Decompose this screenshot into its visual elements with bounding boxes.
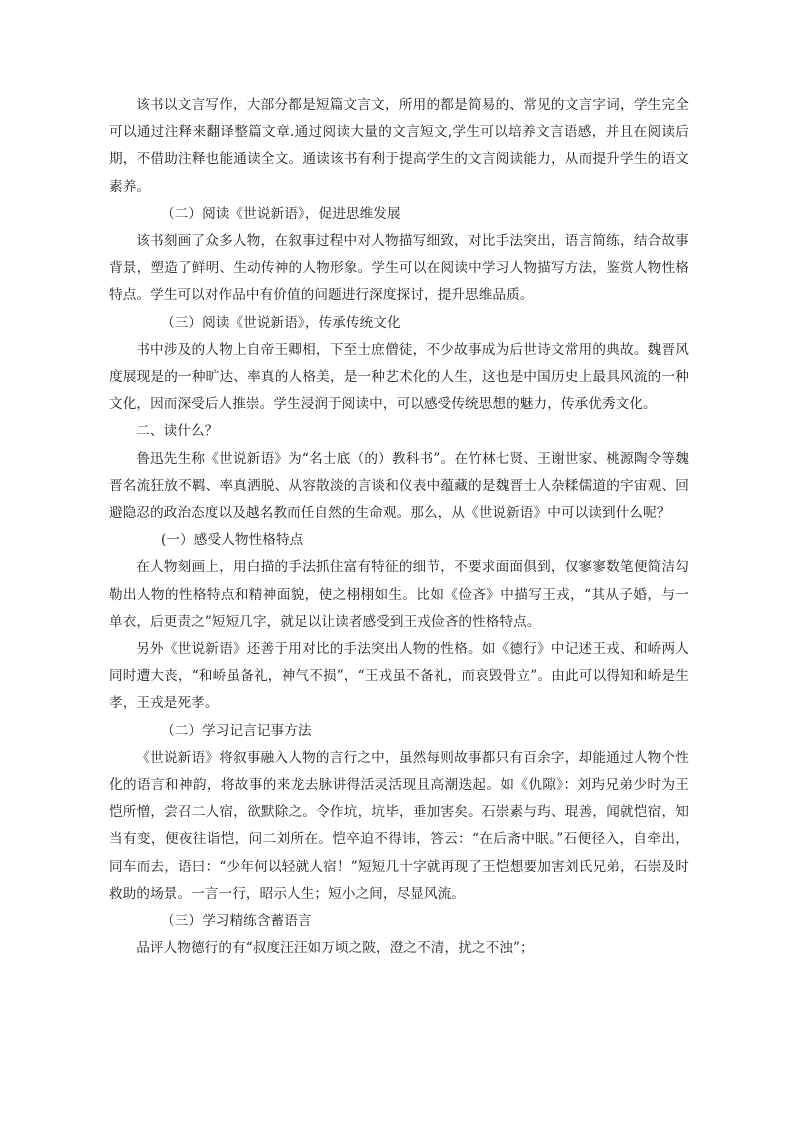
section-heading: （二）学习记言记事方法 [161, 722, 312, 739]
section-heading: (一）感受人物性格特点 [161, 532, 304, 549]
paragraph: 书中涉及的人物上自帝王卿相，下至士庶僧徒，不少故事成为后世诗文常用的典故。魏晋风度展现是的一种旷达、率真的人格美，是一种艺术化的人生，这也是中国历史上最具风流的一种文化，因而深受后人推崇。学生浸润于阅读中，可以感受传统思想的魅力，传承优秀文化。 [109, 341, 689, 413]
paragraph: 在人物刻画上，用白描的手法抓住富有特征的细节，不要求面面俱到，仅寥寥数笔便简洁勾勒出人物的性格特点和精神面貌，使之栩栩如生。比如《俭吝》中描写王戎，“其从子婚，与一单衣，后更责之”短短几字，就足以让读者感受到王戎俭吝的性格特点。 [109, 559, 689, 630]
paragraph: 该书以文言写作，大部分都是短篇文言文，所用的都是简易的、常见的文言字词，学生完全可以通过注释来翻译整篇文章.通过阅读大量的文言短文,学生可以培养文言语感，并且在阅读后期，不借助注释也能通读全文。通读该书有利于提高学生的文言阅读能力，从而提升学生的语文素养。 [109, 97, 689, 195]
chapter-heading: 二、读什么？ [136, 423, 219, 440]
document-body [109, 92, 689, 963]
section-heading: （三）学习精练含蓄语言 [161, 913, 312, 930]
section-heading: （二）阅读《世说新语》，促进思维发展 [161, 205, 401, 222]
paragraph: 该书刻画了众多人物，在叙事过程中对人物描写细致，对比手法突出，语言简练，结合故事背景，塑造了鲜明、生动传神的人物形象。学生可以在阅读中学习人物描写方法，鉴赏人物性格特点。学生可以对作品中有价值的问题进行深度探讨，提升思维品质。 [109, 233, 689, 304]
section-heading: （三）阅读《世说新语》，传承传统文化 [161, 314, 401, 331]
paragraph: 另外《世说新语》还善于用对比的手法突出人物的性格。如《德行》中记述王戎、和峤两人同时遭大丧，“和峤虽备礼，神气不损”，“王戎虽不备礼，而哀毁骨立”。由此可以得知和峤是生孝，王戎是死孝。 [109, 641, 689, 712]
paragraph: 鲁迅先生称《世说新语》为“名士底（的）教科书”。在竹林七贤、王谢世家、桃源陶令等魏晋名流狂放不羁、率真洒脱、从容散淡的言谈和仪表中蕴藏的是魏晋士人杂糅儒道的宇宙观、回避隐忍的政治态度以及越名教而任自然的生命观。那么，从《世说新语》中可以读到什么呢？ [109, 450, 689, 522]
paragraph: 《世说新语》将叙事融入人物的言行之中，虽然每则故事都只有百余字，却能通过人物个性化的语言和神韵，将故事的来龙去脉讲得活灵活现且高潮迭起。如《仇隙》：刘玙兄弟少时为王恺所憎，尝召二人宿，欲默除之。令作坑，坑毕，垂加害矣。石崇素与玙、琨善，闻就恺宿，知当有变，便夜往诣恺，问二刘所在。恺卒迫不得讳，答云：“在后斋中眠。”石便径入，自牵出，同车而去，语曰：“少年何以轻就人宿！”短短几十字就再现了王恺想要加害刘氏兄弟，石崇及时救助的场景。一言一行，昭示人生；短小之间，尽显风流。 [109, 749, 689, 902]
paragraph: 品评人物德行的有“叔度汪汪如万顷之陂，澄之不清，扰之不浊”； [136, 940, 534, 957]
